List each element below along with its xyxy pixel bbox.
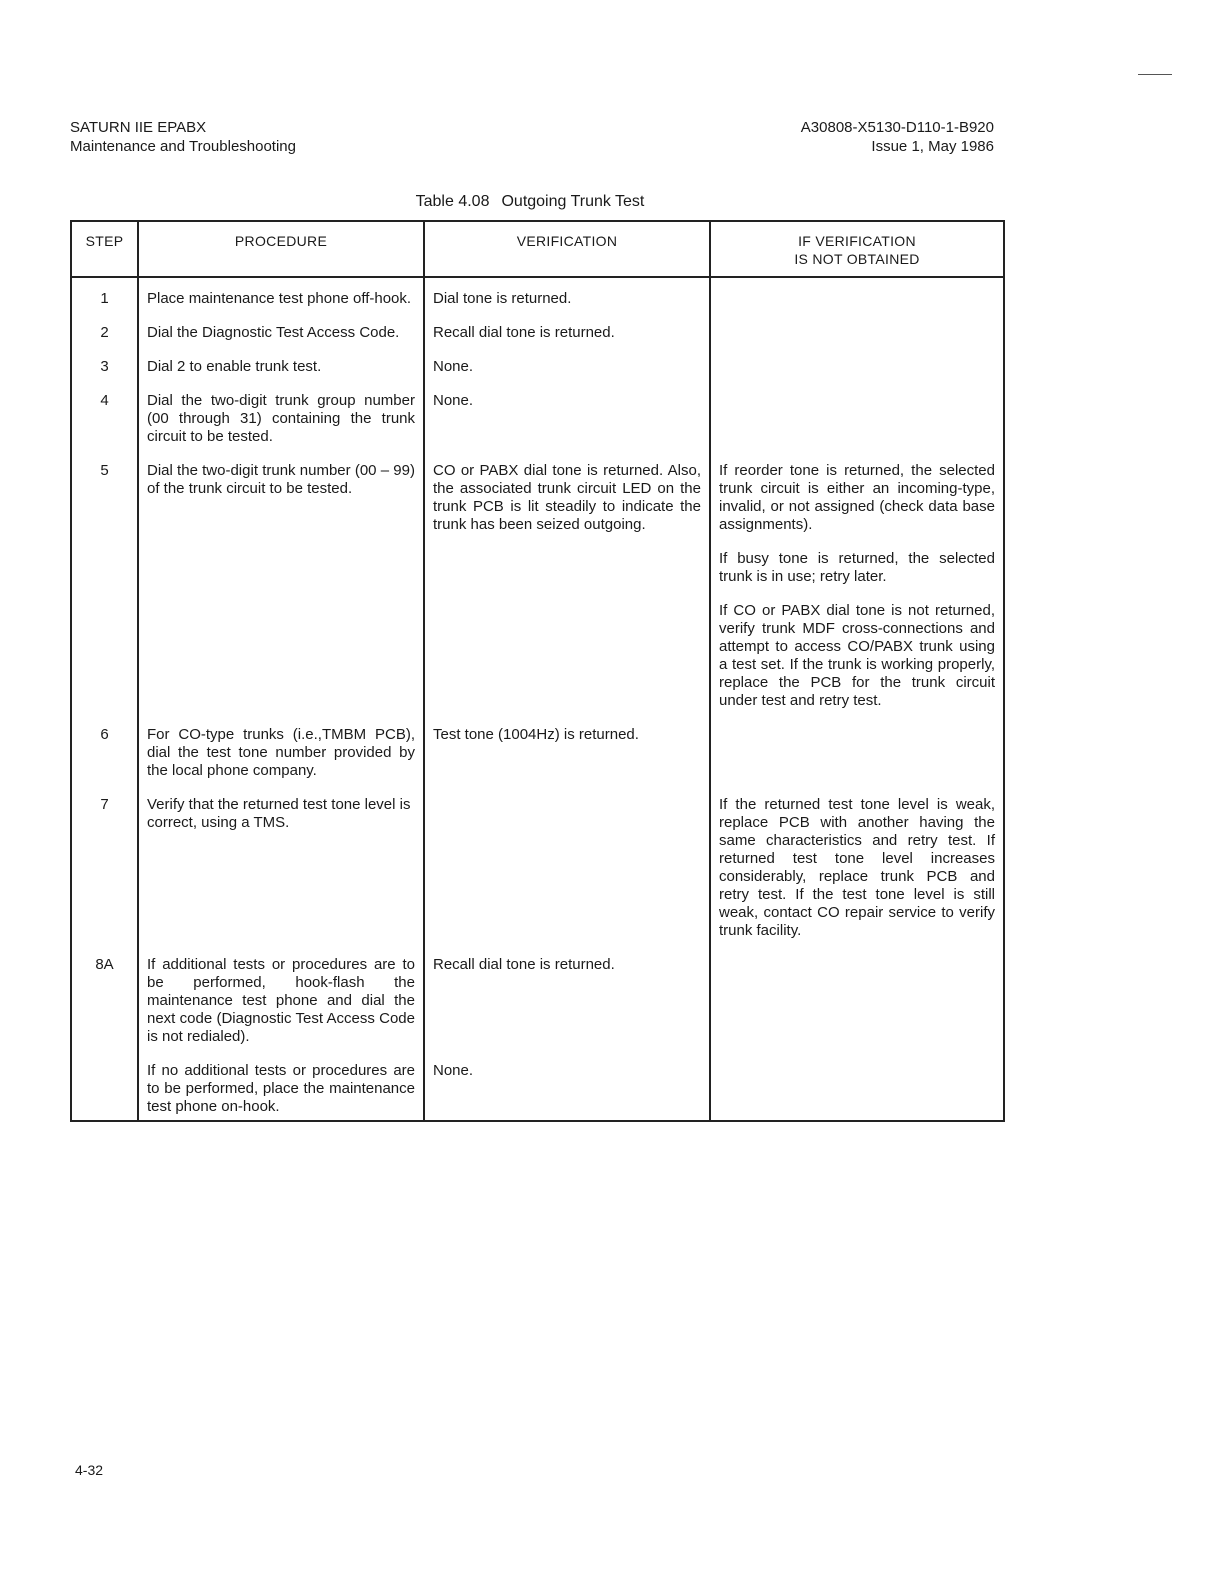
table-row — [71, 277, 1004, 318]
outgoing-trunk-test-table — [70, 220, 1005, 1122]
issue-date: Issue 1, May 1986 — [871, 138, 994, 155]
table-row — [71, 386, 1004, 456]
verification-cell: Recall dial tone is returned. — [424, 950, 710, 1056]
margin-mark — [1138, 74, 1172, 75]
table-row — [71, 720, 1004, 790]
reorder-tone-note: If reorder tone is returned, the selected trunk circuit is either an incoming-type, invalid, or not assigned (check data base assignments). — [719, 462, 995, 533]
manual-section: Maintenance and Troubleshooting — [70, 138, 296, 155]
table-header-row — [71, 221, 1004, 277]
procedure-cell: If no additional tests or procedures are to be performed, place the maintenance test phone on-hook. — [138, 1056, 424, 1121]
step-number: 4 — [71, 386, 138, 456]
table-number: Table 4.08 — [415, 193, 490, 210]
procedure-cell: Place maintenance test phone off-hook. — [138, 277, 424, 318]
step-number: 1 — [71, 277, 138, 318]
if-not-obtained-cell — [710, 950, 1004, 1056]
table-name: Outgoing Trunk Test — [501, 193, 645, 210]
step-number: 3 — [71, 352, 138, 386]
document-header-left — [70, 118, 296, 156]
table-row — [71, 1056, 1004, 1121]
if-not-obtained-cell — [710, 1056, 1004, 1121]
header-if-not-line1: IF VERIFICATION — [798, 233, 916, 249]
no-dial-tone-note: If CO or PABX dial tone is not returned, verify trunk MDF cross-connections and attempt to access CO/PABX trunk using a test set. If the trunk is working properly, replace the PCB for the trunk circuit under test and retry test. — [719, 602, 995, 709]
procedure-cell: If additional tests or procedures are to be performed, hook-flash the maintenance test phone and dial the next code (Diagnostic Test Access Code is not redialed). — [138, 950, 424, 1056]
header-step: STEP — [71, 221, 138, 277]
header-if-not-line2: IS NOT OBTAINED — [794, 251, 920, 267]
table-row — [71, 352, 1004, 386]
table-row — [71, 456, 1004, 720]
verification-cell: None. — [424, 386, 710, 456]
procedure-cell: Dial the Diagnostic Test Access Code. — [138, 318, 424, 352]
verification-cell: Dial tone is returned. — [424, 277, 710, 318]
verification-cell: Recall dial tone is returned. — [424, 318, 710, 352]
if-not-obtained-cell — [710, 720, 1004, 790]
if-not-obtained-cell — [710, 352, 1004, 386]
busy-tone-note: If busy tone is returned, the selected trunk is in use; retry later. — [719, 550, 995, 585]
header-verification: VERIFICATION — [424, 221, 710, 277]
step-number: 5 — [71, 456, 138, 720]
verification-cell: Test tone (1004Hz) is returned. — [424, 720, 710, 790]
document-header-right — [801, 118, 994, 156]
step-number: 8A — [71, 950, 138, 1056]
table-row — [71, 790, 1004, 950]
header-if-not-obtained — [710, 221, 1004, 277]
step-number: 6 — [71, 720, 138, 790]
procedure-cell: Dial the two-digit trunk number (00 – 99) of the trunk circuit to be tested. — [138, 456, 424, 720]
verification-cell — [424, 790, 710, 950]
header-procedure: PROCEDURE — [138, 221, 424, 277]
page-number: 4-32 — [75, 1462, 104, 1478]
step-number — [71, 1056, 138, 1121]
if-not-obtained-cell — [710, 277, 1004, 318]
procedure-cell: Verify that the returned test tone level is correct, using a TMS. — [138, 790, 424, 950]
document-number: A30808-X5130-D110-1-B920 — [800, 119, 994, 136]
if-not-obtained-cell — [710, 386, 1004, 456]
procedure-cell: Dial the two-digit trunk group number (00 through 31) containing the trunk circuit to be tested. — [138, 386, 424, 456]
table-row — [71, 318, 1004, 352]
if-not-obtained-cell — [710, 318, 1004, 352]
procedure-cell: Dial 2 to enable trunk test. — [138, 352, 424, 386]
procedure-cell: For CO-type trunks (i.e.,TMBM PCB), dial the test tone number provided by the local phone company. — [138, 720, 424, 790]
verification-cell: CO or PABX dial tone is returned. Also, the associated trunk circuit LED on the trunk PCB is lit steadily to indicate the trunk has been seized outgoing. — [424, 456, 710, 720]
verification-cell: None. — [424, 1056, 710, 1121]
product-title: SATURN IIE EPABX — [70, 119, 207, 136]
step-number: 2 — [71, 318, 138, 352]
if-not-obtained-cell: If the returned test tone level is weak, replace PCB with another having the same characteristics and retry test. If returned test tone level increases considerably, replace trunk PCB and retry test. If the test tone level is still weak, contact CO repair service to verify trunk facility. — [710, 790, 1004, 950]
verification-cell: None. — [424, 352, 710, 386]
if-not-obtained-cell — [710, 456, 1004, 720]
table-title — [380, 193, 680, 211]
table-row — [71, 950, 1004, 1056]
step-number: 7 — [71, 790, 138, 950]
